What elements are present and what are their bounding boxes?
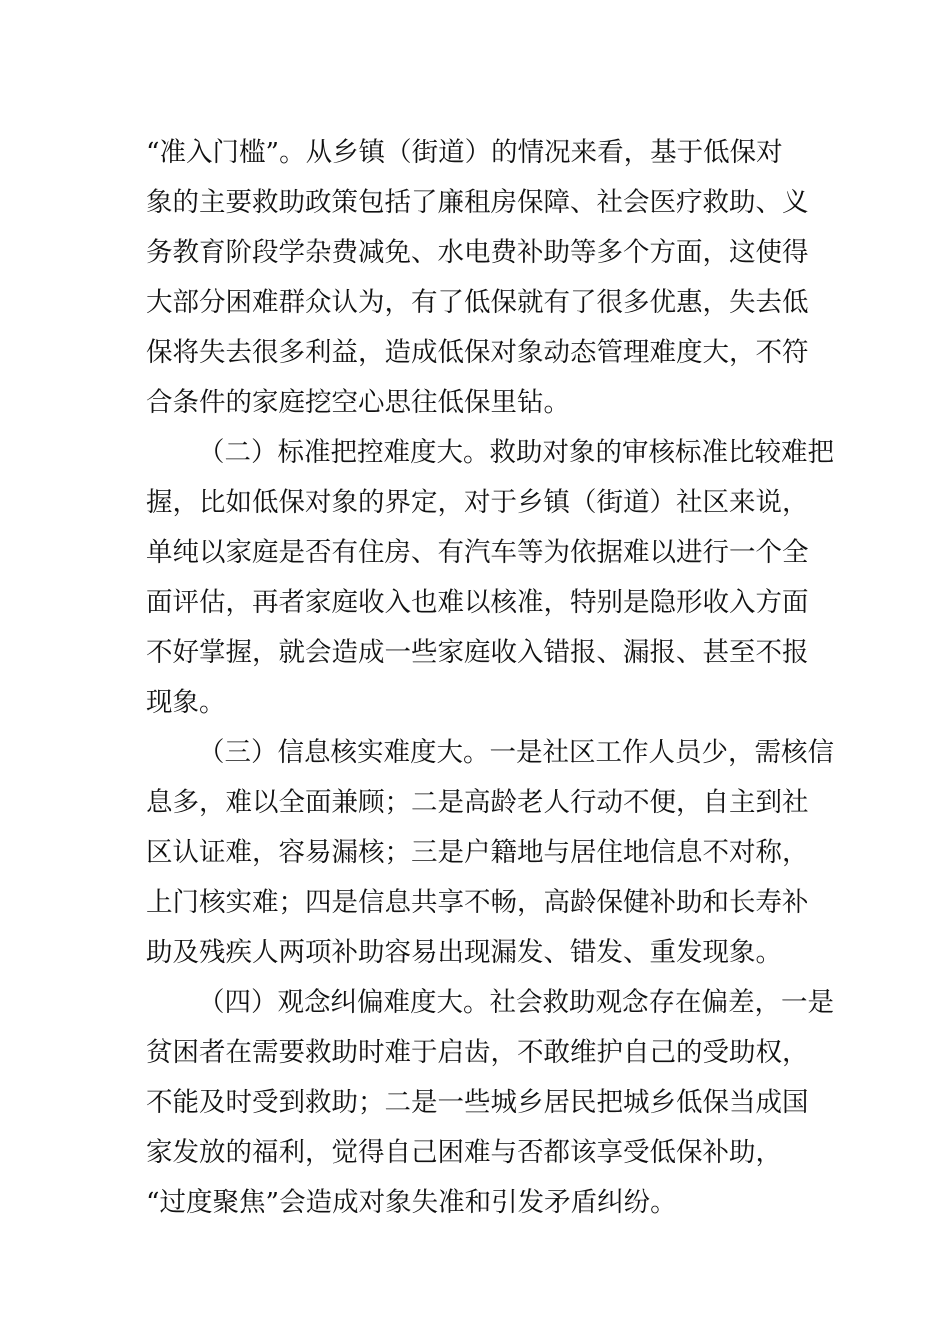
text-line: （三）信息核实难度大。一是社区工作人员少，需核信: [198, 737, 834, 768]
text-line: 息多，难以全面兼顾；二是高龄老人行动不便，自主到社: [146, 787, 809, 818]
text-line: 保将失去很多利益，造成低保对象动态管理难度大，不符: [146, 337, 809, 368]
paragraph-1: [146, 128, 809, 428]
text-line: 贫困者在需要救助时难于启齿，不敢维护自己的受助权，: [146, 1037, 809, 1068]
paragraph-4: [146, 978, 834, 1228]
text-line: 单纯以家庭是否有住房、有汽车等为依据难以进行一个全: [146, 537, 809, 568]
text-line: 上门核实难；四是信息共享不畅，高龄保健补助和长寿补: [146, 887, 809, 918]
text-line: 合条件的家庭挖空心思往低保里钻。: [146, 387, 570, 418]
paragraph-2: [146, 428, 834, 728]
text-line: （二）标准把控难度大。救助对象的审核标准比较难把: [198, 437, 834, 468]
text-line: 面评估，再者家庭收入也难以核准，特别是隐形收入方面: [146, 587, 809, 618]
text-line: “准入门槛”。从乡镇（街道）的情况来看，基于低保对: [146, 137, 783, 168]
text-line: 务教育阶段学杂费减免、水电费补助等多个方面，这使得: [146, 237, 809, 268]
text-line: （四）观念纠偏难度大。社会救助观念存在偏差，一是: [198, 987, 834, 1018]
text-line: 握，比如低保对象的界定，对于乡镇（街道）社区来说，: [146, 487, 809, 518]
text-line: 大部分困难群众认为，有了低保就有了很多优惠，失去低: [146, 287, 809, 318]
text-line: 区认证难，容易漏核；三是户籍地与居住地信息不对称，: [146, 837, 809, 868]
document-body: [146, 128, 834, 1228]
text-line: 象的主要救助政策包括了廉租房保障、社会医疗救助、义: [146, 187, 809, 218]
text-line: 现象。: [146, 687, 226, 718]
text-line: “过度聚焦”会造成对象失准和引发矛盾纠纷。: [146, 1187, 677, 1218]
text-line: 助及残疾人两项补助容易出现漏发、错发、重发现象。: [146, 937, 782, 968]
text-line: 不能及时受到救助；二是一些城乡居民把城乡低保当成国: [146, 1087, 809, 1118]
paragraph-3: [146, 728, 834, 978]
text-line: 不好掌握，就会造成一些家庭收入错报、漏报、甚至不报: [146, 637, 809, 668]
text-line: 家发放的福利，觉得自己困难与否都该享受低保补助，: [146, 1137, 782, 1168]
